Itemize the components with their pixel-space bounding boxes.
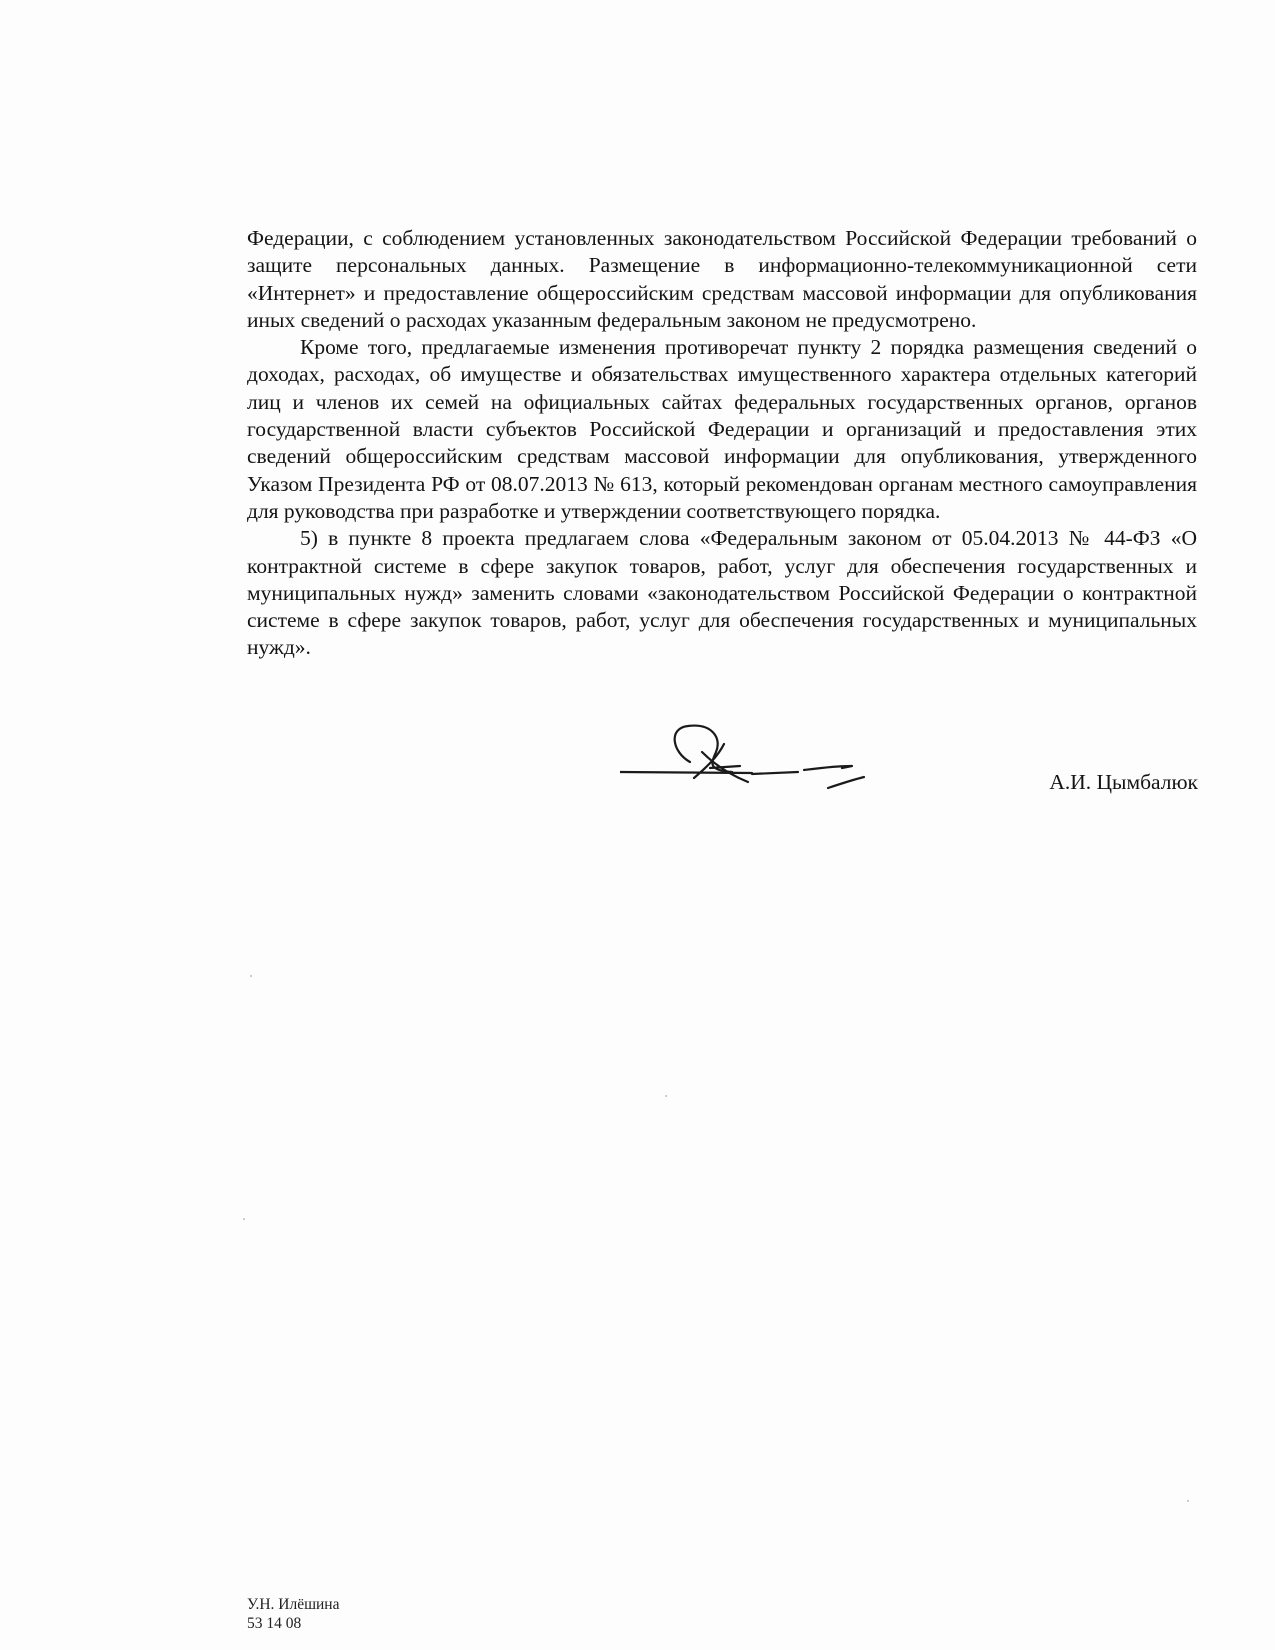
executor-phone: 53 14 08 (247, 1615, 302, 1632)
paragraph-3: 5) в пункте 8 проекта предлагаем слова «Федеральным законом от 05.04.2013 № 44-ФЗ «О контрактной системе в сфере закупок товаров, работ, услуг для обеспечения государственных и муниципальных нужд» заменить словами «законодательством Российской Федерации о контрактной системе в сфере закупок товаров, работ, услуг для обеспечения государственных и муниципальных нужд». (247, 526, 1197, 660)
scan-speck (665, 1095, 667, 1097)
handwritten-signature (620, 722, 880, 812)
scan-speck (1187, 1500, 1189, 1502)
letter-body (247, 225, 1197, 662)
executor-info (247, 1595, 339, 1633)
signer-name: А.И. Цымбалюк (1049, 770, 1198, 794)
scan-speck (250, 975, 252, 977)
scan-speck (243, 1218, 245, 1220)
signature-block (620, 722, 1198, 812)
paragraph-2: Кроме того, предлагаемые изменения противоречат пункту 2 порядка размещения сведений о доходах, расходах, об имуществе и обязательствах имущественного характера отдельных категорий лиц и членов их семей на официальных сайтах федеральных государственных органов, органов государственной власти субъектов Российской Федерации и организаций и предоставления этих сведений общероссийским средствам массовой информации для опубликования, утвержденного Указом Президента РФ от 08.07.2013 № 613, который рекомендован органам местного самоуправления для руководства при разработке и утверждении соответствующего порядка. (247, 335, 1197, 523)
paragraph-1: Федерации, с соблюдением установленных законодательством Российской Федерации требований о защите персональных данных. Размещение в информационно-телекоммуникационной сети «Интернет» и предоставление общероссийским средствам массовой информации для опубликования иных сведений о расходах указанным федеральным законом не предусмотрено. (247, 226, 1197, 332)
executor-name: У.Н. Илёшина (247, 1596, 340, 1613)
